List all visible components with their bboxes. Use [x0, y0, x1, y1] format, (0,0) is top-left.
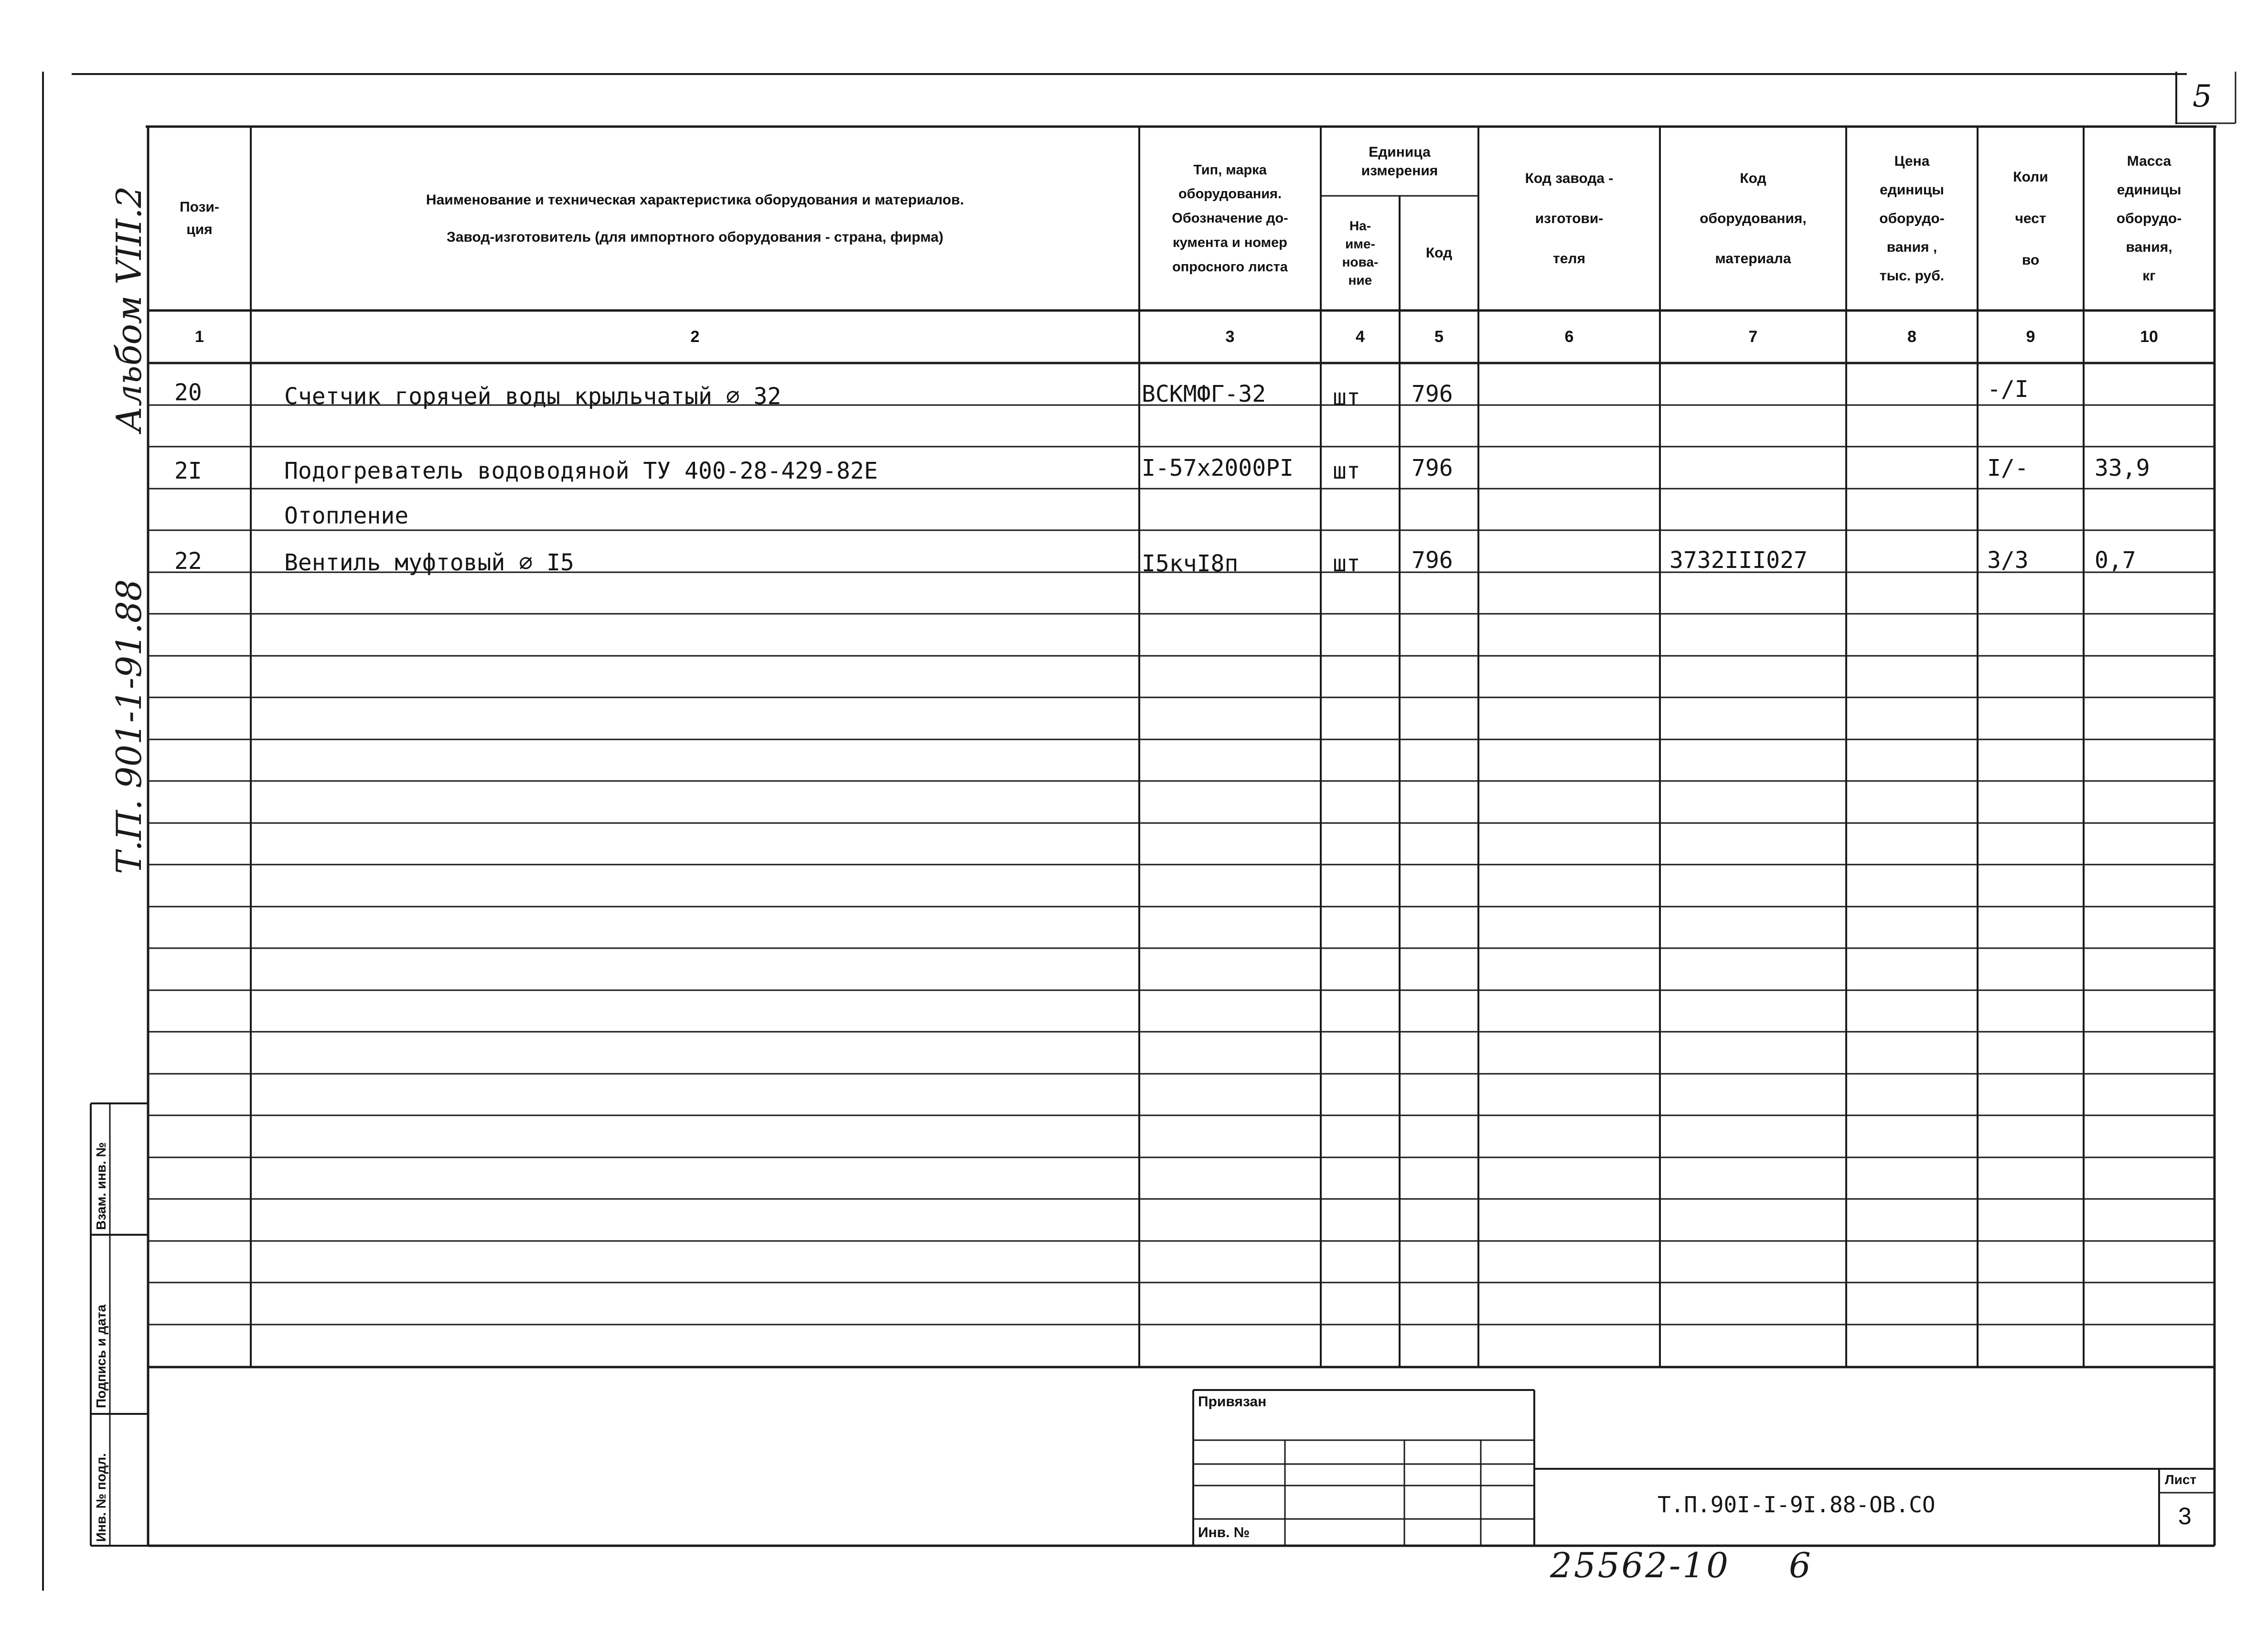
header-unit-name	[1321, 196, 1400, 310]
column-number-5: 5	[1434, 327, 1444, 346]
header-unit-name-line3: нова-	[1342, 255, 1379, 269]
row-unit: шт	[1333, 458, 1360, 484]
header-unit-line1: Единица	[1369, 144, 1431, 160]
page-number: 5	[2193, 79, 2212, 114]
row-unit-code: 796	[1412, 455, 1453, 481]
header-mass-line5: кг	[2142, 267, 2156, 284]
header-factory-line1: Код завода -	[1525, 170, 1614, 186]
header-position	[148, 127, 251, 310]
sheet-number: 3	[2178, 1503, 2192, 1529]
stamp-inv-original: Инв. № подл.	[94, 1453, 108, 1542]
row-mass: 33,9	[2095, 455, 2150, 481]
header-price-line2: единицы	[1880, 182, 1944, 198]
row-name: Подогреватель водоводяной ТУ 400-28-429-82Е	[284, 458, 878, 484]
column-number-9: 9	[2026, 327, 2035, 346]
header-price-line3: оборудо-	[1879, 210, 1945, 226]
header-unit-name-line1: На-	[1349, 218, 1371, 234]
row-unit: шт	[1333, 550, 1360, 577]
column-number-3: 3	[1225, 327, 1235, 346]
header-name-line2: Завод-изготовитель (для импортного оборудования - страна, фирма)	[447, 229, 943, 245]
header-price-line4: вания ,	[1886, 239, 1937, 255]
header-type-line3: Обозначение до-	[1172, 211, 1288, 226]
header-type-line2: оборудования.	[1178, 186, 1282, 202]
row-quantity: -/I	[1987, 376, 2029, 403]
stamp-inv-replace: Взам. инв. №	[94, 1142, 108, 1230]
header-equipment-line1: Код	[1740, 170, 1766, 186]
column-number-6: 6	[1564, 327, 1574, 346]
header-quantity-line3: во	[2022, 252, 2040, 268]
row-position: 2I	[174, 458, 202, 484]
row-unit: шт	[1333, 384, 1360, 411]
inv-number-label: Инв. №	[1198, 1525, 1250, 1540]
column-number-1: 1	[195, 327, 204, 346]
column-number-2: 2	[690, 327, 700, 346]
header-name-line1: Наименование и техническая характеристика оборудования и материалов.	[426, 192, 964, 208]
header-equipment-line3: материала	[1715, 250, 1791, 267]
header-mass-line4: вания,	[2126, 239, 2172, 255]
row-mass: 0,7	[2095, 547, 2136, 574]
row-type: I5кчI8п	[1142, 550, 1239, 577]
header-quantity-line2: чест	[2015, 211, 2046, 226]
header-position-line2: ция	[186, 221, 213, 237]
header-price-line5: тыс. руб.	[1879, 267, 1945, 284]
column-number-4: 4	[1356, 327, 1365, 346]
project-label: Т.П. 901-1-91.88	[109, 579, 149, 874]
header-mass	[2084, 127, 2215, 310]
bound-label: Привязан	[1198, 1394, 1267, 1410]
header-type	[1139, 127, 1321, 310]
stamp-signature-date: Подпись и дата	[94, 1305, 108, 1408]
header-quantity	[1978, 127, 2084, 310]
header-mass-line1: Масса	[2127, 153, 2172, 169]
album-label: Альбом VIII.2	[109, 186, 149, 432]
row-type: ВСКМФГ-32	[1142, 381, 1266, 407]
handwritten-number: 25562-10	[1550, 1545, 1730, 1585]
header-mass-line2: единицы	[2117, 182, 2182, 198]
header-factory-line3: теля	[1553, 250, 1585, 267]
column-number-8: 8	[1907, 327, 1916, 346]
header-name	[251, 127, 1139, 310]
handwritten-suffix: 6	[1789, 1545, 1811, 1585]
header-unit-code	[1400, 196, 1478, 310]
header-price-line1: Цена	[1894, 153, 1930, 169]
header-equipment-code	[1660, 127, 1846, 310]
header-price	[1846, 127, 1978, 310]
header-mass-line3: оборудо-	[2116, 210, 2182, 226]
header-type-line1: Тип, марка	[1193, 162, 1267, 178]
row-quantity: 3/3	[1987, 547, 2029, 574]
header-factory-line2: изготови-	[1535, 210, 1604, 226]
row-position: 22	[174, 548, 202, 575]
header-unit-name-line4: ние	[1348, 272, 1372, 288]
document-code: Т.П.90I-I-9I.88-ОВ.СО	[1658, 1492, 1936, 1518]
column-number-7: 7	[1748, 327, 1758, 346]
header-unit-line2: измерения	[1361, 162, 1438, 179]
header-position-line1: Пози-	[180, 199, 219, 215]
row-section-title: Отопление	[284, 503, 409, 529]
header-type-line5: опросного листа	[1172, 259, 1288, 275]
sheet-label: Лист	[2165, 1472, 2197, 1487]
row-unit-code: 796	[1412, 381, 1453, 407]
row-name: Счетчик горячей воды крыльчатый ∅ 32	[284, 383, 781, 410]
header-unit-name-line2: име-	[1345, 236, 1375, 252]
header-quantity-line1: Коли	[2013, 169, 2048, 185]
header-unit-group	[1321, 127, 1478, 196]
row-unit-code: 796	[1412, 547, 1453, 574]
row-position: 20	[174, 379, 202, 406]
row-equipment-code: 3732III027	[1669, 547, 1808, 574]
header-unit-code-line1: Код	[1425, 245, 1453, 261]
row-quantity: I/-	[1987, 455, 2029, 481]
column-number-10: 10	[2140, 327, 2158, 346]
header-equipment-line2: оборудования,	[1700, 210, 1807, 226]
row-name: Вентиль муфтовый ∅ I5	[284, 549, 574, 576]
header-factory-code	[1478, 127, 1660, 310]
header-type-line4: кумента и номер	[1173, 235, 1287, 250]
row-type: I-57x2000PI	[1142, 455, 1294, 481]
